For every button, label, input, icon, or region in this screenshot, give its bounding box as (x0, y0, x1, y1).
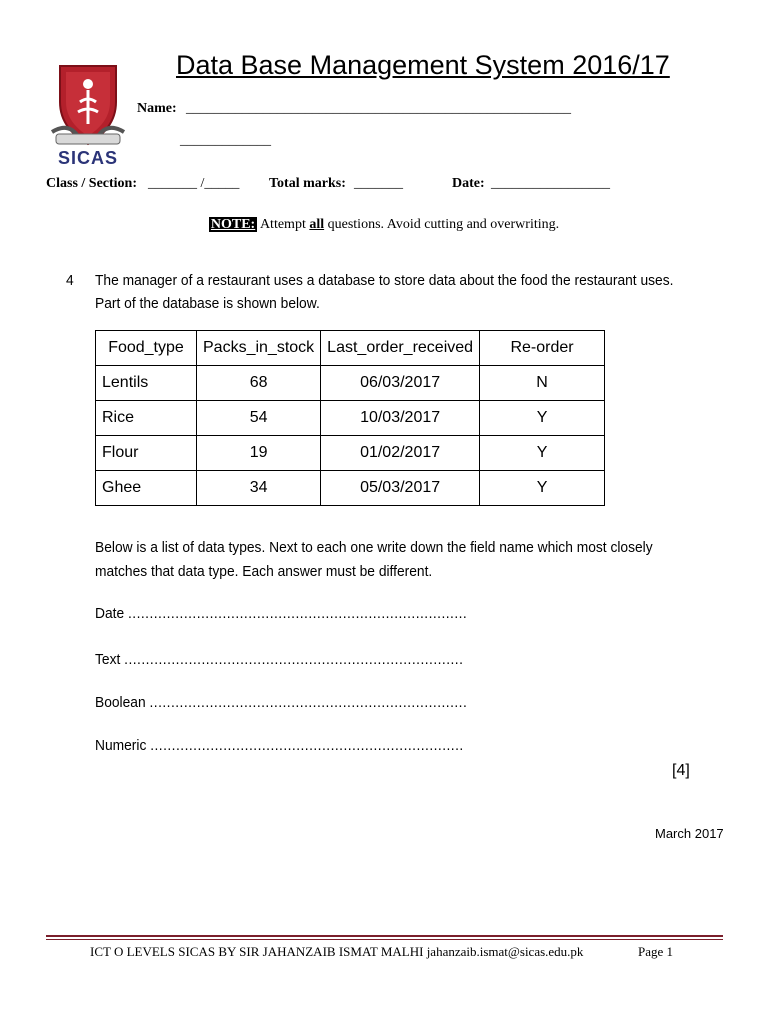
note-line (0, 217, 768, 233)
question-line-2: Part of the database is shown below. (95, 295, 320, 312)
class-section-blank[interactable]: _______ /_____ (148, 176, 240, 191)
note-emphasis: all (309, 217, 325, 232)
note-text-after: questions. Avoid cutting and overwriting. (324, 217, 560, 232)
page-number: Page 1 (638, 944, 674, 959)
table-row (96, 401, 605, 436)
footer-divider (46, 935, 723, 937)
class-section-label: Class / Section: (46, 176, 137, 191)
answer-label: Date (95, 605, 125, 622)
answer-dots: .......................................................................... (149, 694, 468, 711)
table-cell: 06/03/2017 (321, 366, 480, 401)
answer-date[interactable] (95, 605, 467, 622)
table-cell: 68 (197, 366, 321, 401)
table-cell: Ghee (96, 471, 197, 506)
footer-text: ICT O LEVELS SICAS BY SIR JAHANZAIB ISMAT MALHI jahanzaib.ismat@sicas.edu.pk (90, 944, 584, 959)
table-cell: 01/02/2017 (321, 436, 480, 471)
table-cell: 19 (197, 436, 321, 471)
column-header: Packs_in_stock (197, 331, 321, 366)
total-marks-blank[interactable]: _______ (354, 176, 403, 191)
total-marks-label: Total marks: (269, 176, 346, 191)
answer-dots: ......................................................................... (150, 737, 464, 754)
table-cell: 10/03/2017 (321, 401, 480, 436)
date-stamp: March 2017 (655, 826, 724, 841)
instruction-line-1: Below is a list of data types. Next to each one write down the field name which most closely (95, 539, 653, 556)
answer-numeric[interactable] (95, 737, 464, 754)
answer-label: Text (95, 651, 121, 668)
logo-text: SICAS (57, 148, 118, 168)
table-cell: Y (480, 401, 605, 436)
answer-dots: ............................................................................... (124, 651, 464, 668)
instruction-line-2: matches that data type. Each answer must be different. (95, 563, 433, 580)
column-header: Food_type (96, 331, 197, 366)
database-table (95, 330, 605, 506)
table-row (96, 471, 605, 506)
table-row (96, 366, 605, 401)
answer-dots: ............................................................................... (127, 605, 468, 622)
name-label: Name: (137, 101, 177, 116)
answer-label: Numeric (95, 737, 147, 754)
table-cell: Rice (96, 401, 197, 436)
date-label: Date: (452, 176, 485, 191)
answer-label: Boolean (95, 694, 146, 711)
table-cell: Flour (96, 436, 197, 471)
table-cell: 05/03/2017 (321, 471, 480, 506)
footer-divider (46, 939, 723, 940)
question-number: 4 (66, 272, 74, 289)
table-cell: Y (480, 471, 605, 506)
table-cell: 54 (197, 401, 321, 436)
document-title: Data Base Management System 2016/17 (176, 50, 670, 80)
note-text-before: Attempt (257, 217, 310, 232)
answer-text[interactable] (95, 651, 463, 668)
table-header-row (96, 331, 605, 366)
date-blank[interactable]: _________________ (491, 176, 610, 191)
table-row (96, 436, 605, 471)
marks: [4] (672, 762, 690, 779)
note-label: NOTE: (210, 217, 256, 232)
column-header: Re-order (480, 331, 605, 366)
table-cell: Lentils (96, 366, 197, 401)
answer-boolean[interactable] (95, 694, 467, 711)
column-header: Last_order_received (321, 331, 480, 366)
table-cell: Y (480, 436, 605, 471)
name-blank-2[interactable]: _____________ (180, 133, 271, 148)
name-blank[interactable]: _______________________________________________________ (186, 101, 571, 116)
table-cell: 34 (197, 471, 321, 506)
question-line-1: The manager of a restaurant uses a database to store data about the food the restaurant uses. (95, 272, 674, 289)
table-cell: N (480, 366, 605, 401)
